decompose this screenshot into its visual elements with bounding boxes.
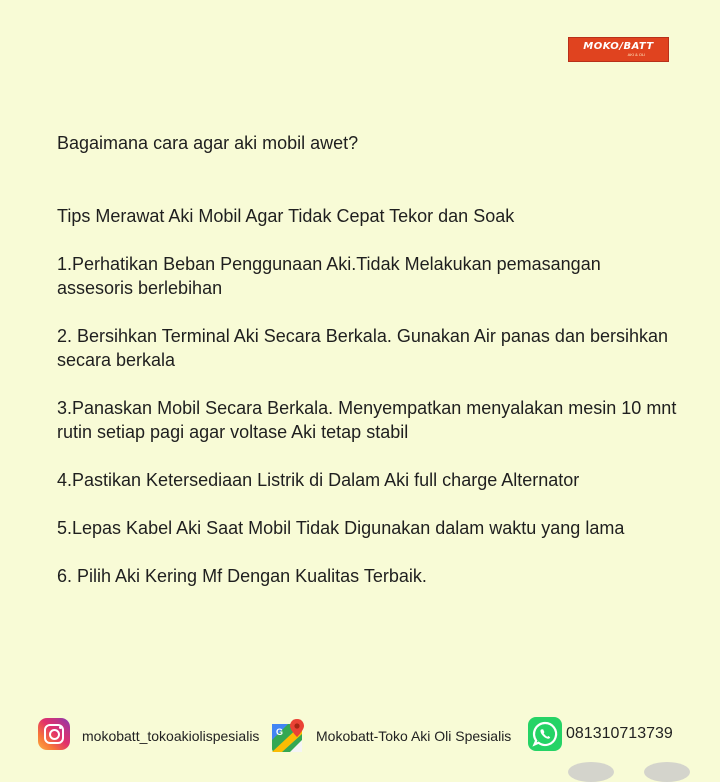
svg-text:G: G — [276, 727, 284, 737]
mokobatt-logo — [568, 37, 669, 62]
whatsapp-icon — [528, 717, 562, 751]
tip-item-5: 5.Lepas Kabel Aki Saat Mobil Tidak Digunakan dalam waktu yang lama — [57, 518, 625, 538]
corner-decoration — [644, 762, 690, 782]
tips-section — [57, 204, 677, 612]
maps-store-name: Mokobatt-Toko Aki Oli Spesialis — [316, 728, 512, 744]
google-maps-icon — [270, 718, 306, 754]
contact-footer — [36, 716, 696, 754]
tip-item-1: 1.Perhatikan Beban Penggunaan Aki.Tidak Melakukan pemasangan assesoris berlebihan — [57, 254, 601, 298]
logo-tagline: AKI & OLI — [627, 52, 646, 57]
whatsapp-number: 081310713739 — [566, 725, 673, 742]
tips-title: Tips Merawat Aki Mobil Agar Tidak Cepat Tekor dan Soak — [57, 206, 515, 226]
tip-item-4: 4.Pastikan Ketersediaan Listrik di Dalam Aki full charge Alternator — [57, 470, 580, 490]
logo-brand: MOKO/BATT — [583, 41, 654, 52]
tip-item-3: 3.Panaskan Mobil Secara Berkala. Menyempatkan menyalakan mesin 10 mnt rutin setiap pagi agar voltase Aki tetap stabil — [57, 398, 677, 442]
tip-item-6: 6. Pilih Aki Kering Mf Dengan Kualitas Terbaik. — [57, 566, 427, 586]
instagram-handle: mokobatt_tokoakiolispesialis — [82, 728, 260, 744]
tip-item-2: 2. Bersihkan Terminal Aki Secara Berkala. Gunakan Air panas dan bersihkan secara berkala — [57, 326, 669, 370]
instagram-icon — [38, 718, 70, 750]
question-heading: Bagaimana cara agar aki mobil awet? — [57, 133, 359, 153]
corner-decoration — [568, 762, 614, 782]
